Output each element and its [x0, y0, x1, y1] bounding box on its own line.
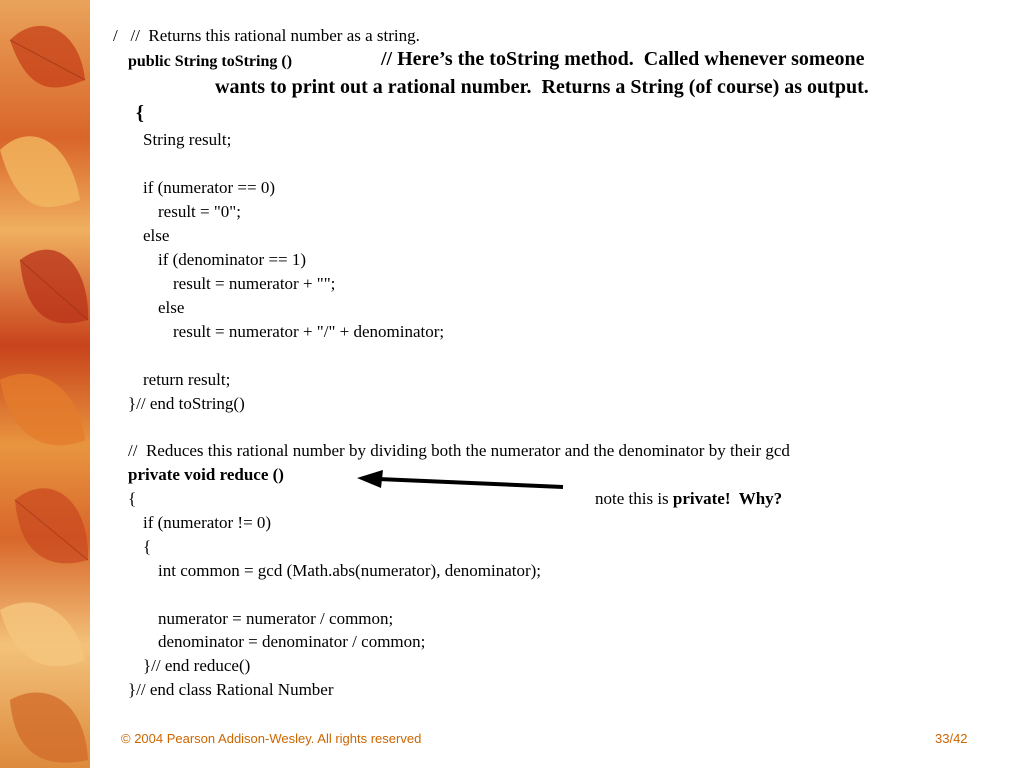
- code-line-result-decl: String result;: [143, 130, 232, 149]
- footer-page-number: 33/42: [935, 731, 968, 746]
- reduce-signature: private void reduce (): [128, 465, 284, 484]
- reduce-comment: // Reduces this rational number by dividing both the numerator and the denominator by their gcd: [128, 441, 790, 460]
- code-line-end-reduce: }// end reduce(): [143, 656, 251, 675]
- tostring-explanation-line-1: // Here’s the toString method. Called whenever someone: [381, 48, 865, 70]
- private-note: [595, 489, 782, 509]
- leaf-pattern-icon: [0, 0, 90, 768]
- tostring-open-brace: {: [136, 102, 144, 124]
- code-line-else-1: else: [143, 226, 170, 245]
- code-line-result-zero: result = "0";: [158, 202, 241, 221]
- reduce-open-brace: {: [128, 489, 137, 508]
- autumn-leaves-decoration: [0, 0, 90, 768]
- code-line-int-common: int common = gcd (Math.abs(numerator), denominator);: [158, 561, 542, 580]
- code-line-else-2: else: [158, 298, 185, 317]
- footer-copyright: © 2004 Pearson Addison-Wesley. All rights reserved: [121, 731, 422, 746]
- code-line-if-zero: if (numerator == 0): [143, 178, 275, 197]
- tostring-comment: / // Returns this rational number as a string.: [113, 26, 420, 45]
- private-note-prefix: note this is: [595, 489, 673, 508]
- tostring-signature: public String toString (): [128, 53, 293, 70]
- private-note-emphasis: private! Why?: [672, 489, 783, 508]
- code-line-result-num: result = numerator + "";: [173, 274, 336, 293]
- code-line-end-class: }// end class Rational Number: [128, 680, 334, 699]
- code-line-if-den-one: if (denominator == 1): [158, 250, 307, 269]
- code-line-end-tostring: }// end toString(): [128, 394, 245, 413]
- code-line-return: return result;: [143, 370, 231, 389]
- code-line-open-brace-3: {: [143, 537, 152, 556]
- tostring-explanation-line-2: wants to print out a rational number. Returns a String (of course) as output.: [215, 76, 869, 98]
- code-line-den-div: denominator = denominator / common;: [158, 632, 426, 651]
- code-line-result-frac: result = numerator + "/" + denominator;: [173, 322, 445, 341]
- code-line-num-div: numerator = numerator / common;: [158, 609, 394, 628]
- code-line-if-nonzero: if (numerator != 0): [143, 513, 272, 532]
- arrow-left-icon: [355, 466, 570, 496]
